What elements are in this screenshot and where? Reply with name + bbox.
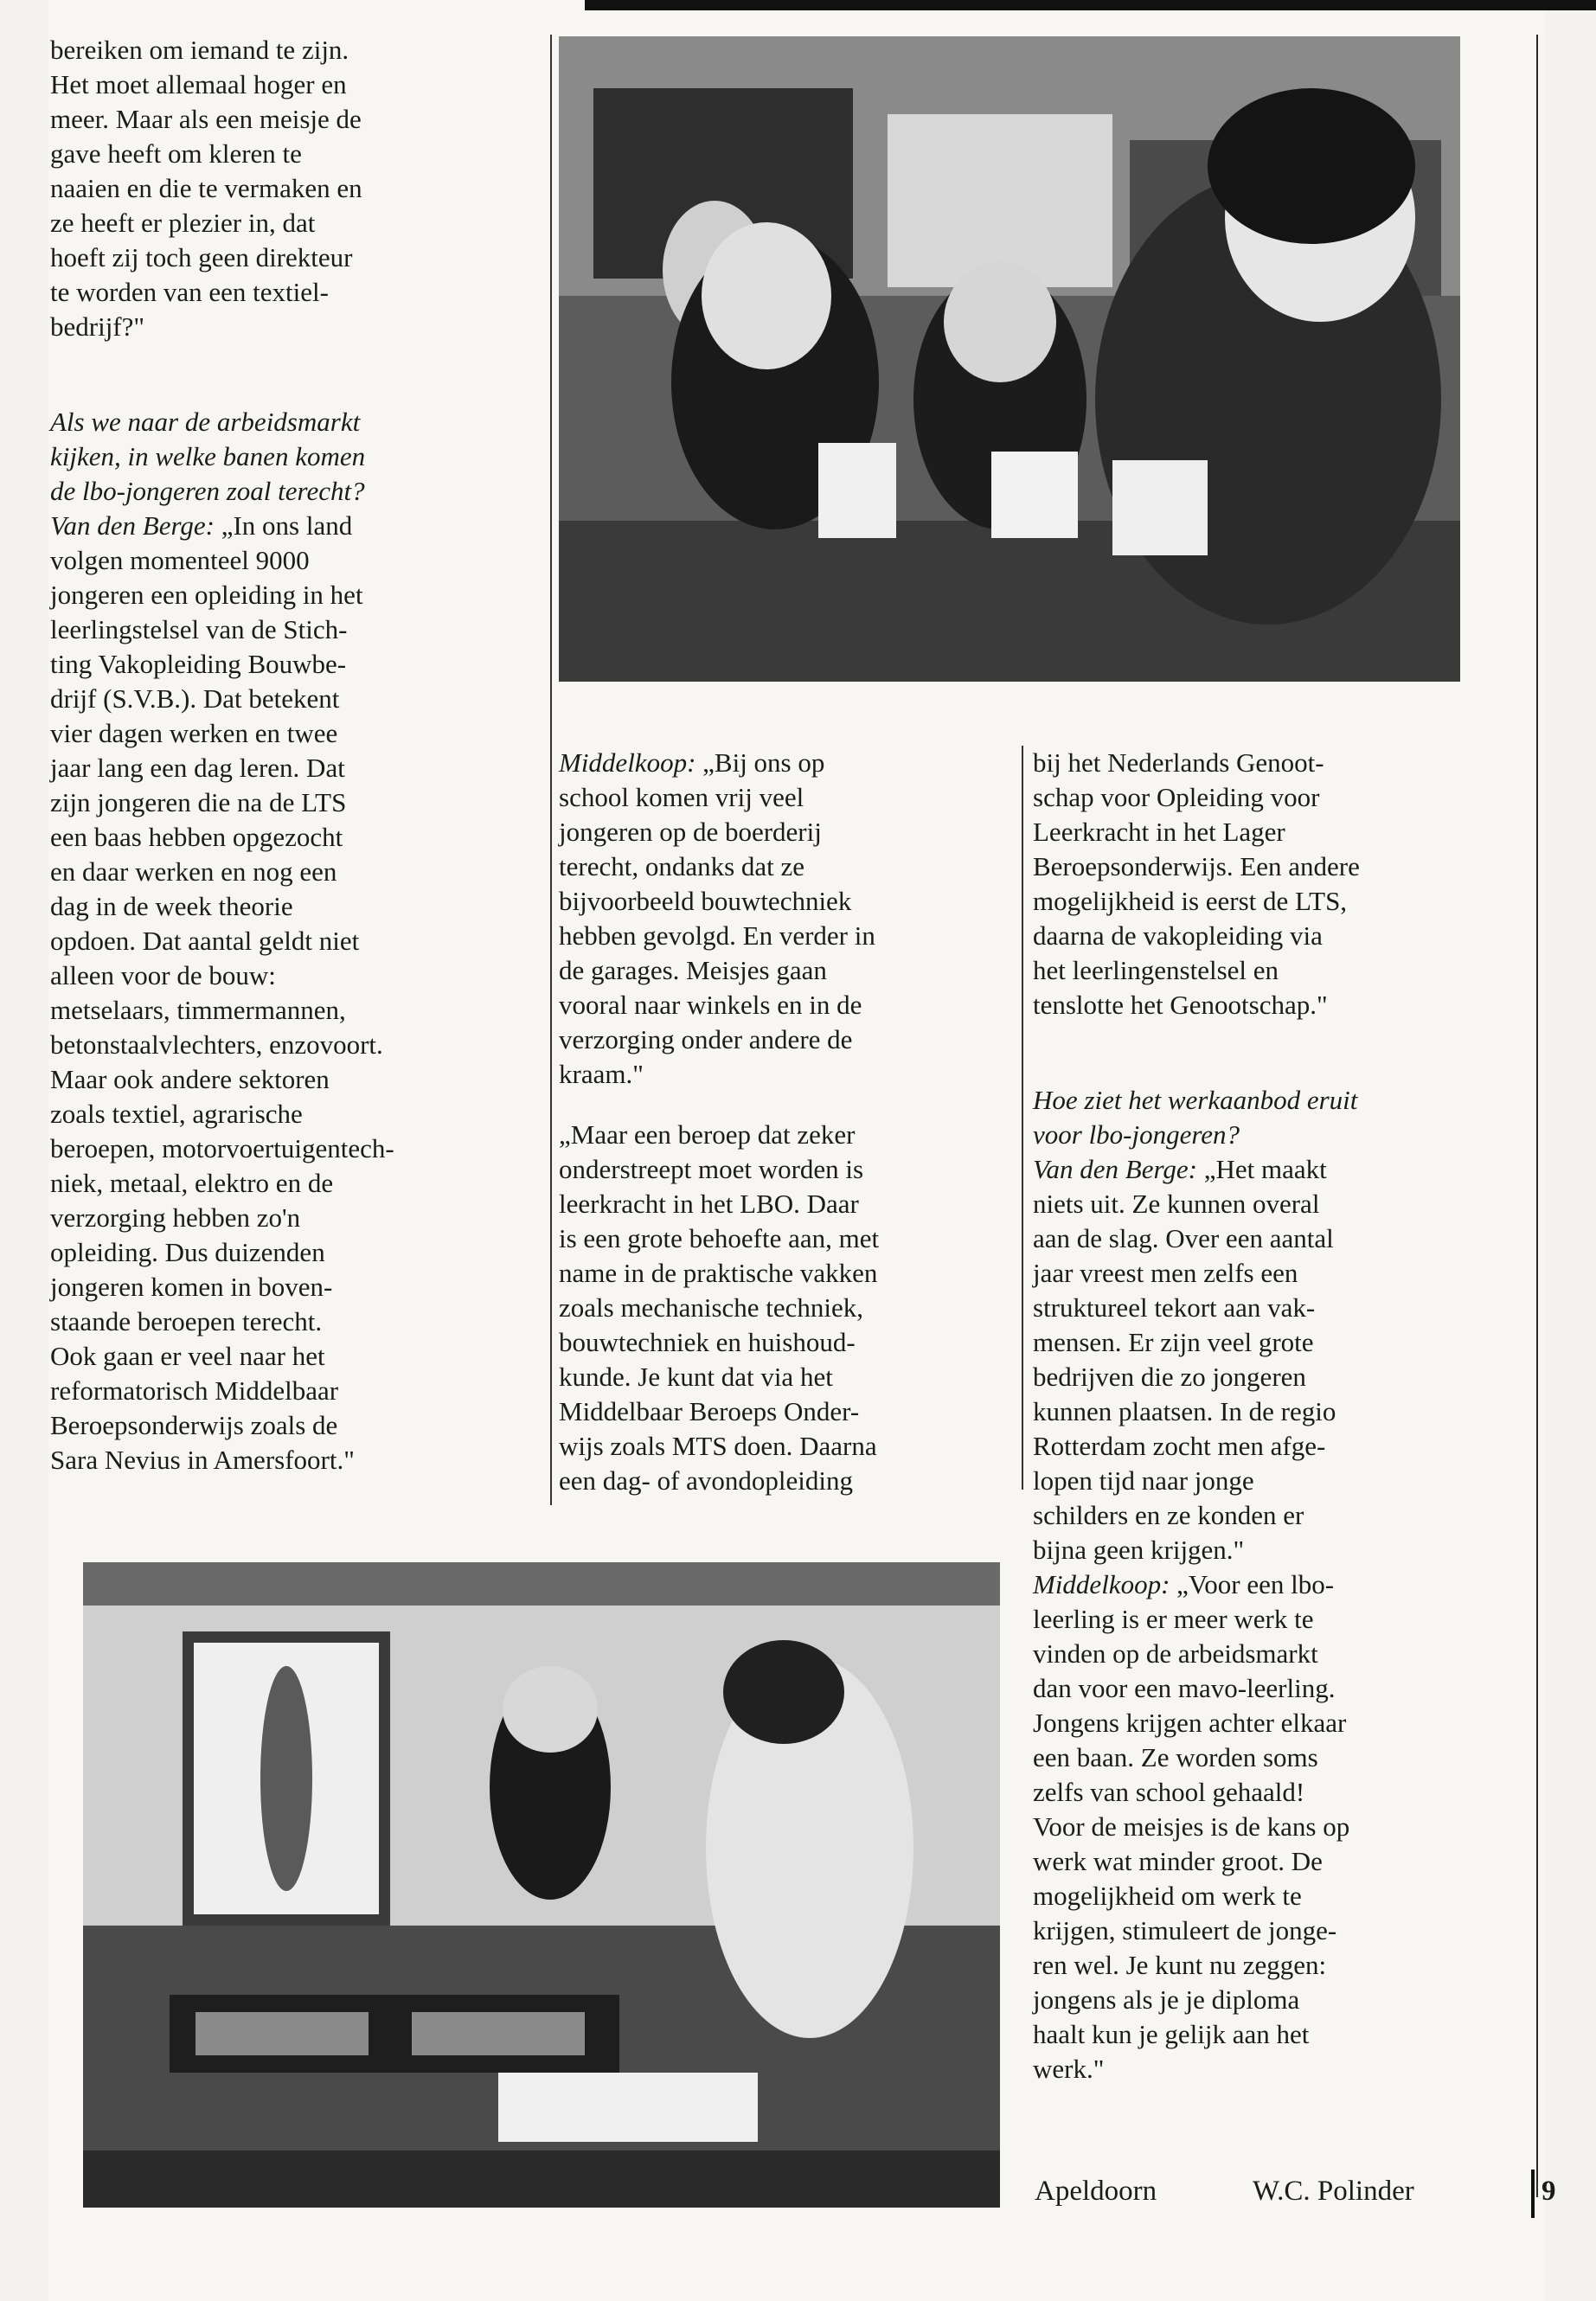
middle-paragraph-1 [559,746,1009,1092]
middle-paragraph-2: „Maar een beroep dat zeker onderstreept moet worden is leerkracht in het LBO. Daar is een grote behoefte aan, met name in de praktische vakken zoals mechanische techniek, bouwtechniek en huishoud- kunde. Je kunt dat via het Middelbaar Beroeps Onder- wijs zoals MTS doen. Daarna een dag- of avondopleiding [559,1119,880,1496]
speaker-van-den-berge: Van den Berge: [50,510,215,541]
question-work-supply: Hoe ziet het werkaanbod eruit voor lbo-jongeren? [1033,1085,1358,1150]
page-number-rule [1531,2170,1535,2218]
left-qa-block [50,405,535,1477]
left-intro-paragraph: bereiken om iemand te zijn. Het moet allemaal hoger en meer. Maar als een meisje de gave heeft om kleren te naaien en die te vermaken en ze heeft er plezier in, dat hoeft zij toch geen direkteur te worden van een textiel- bedrijf?" [50,35,362,342]
magazine-page [48,0,1556,2301]
top-border [585,0,1596,10]
photo-kitchen-image [83,1562,1000,2208]
answer-van-den-berge: „In ons land volgen momenteel 9000 jongeren een opleiding in het leerlingstelsel van de Stich- ting Vakopleiding Bouwbe- drijf (S.V.B.). Dat betekent vier dagen werken en twee jaar lang een dag leren. Dat zijn jongeren die na de LTS een baas hebben opgezocht en daar werken en nog een dag in de week theorie opdoen. Dat aantal geldt niet alleen voor de bouw: metselaars, timmermannen, betonstaalvlechters, enzovoort. Maar ook andere sektoren zoals textiel, agrarische beroepen, motorvoertuigentech- niek, metaal, elektro en de verzorging hebben zo'n opleiding. Dus duizenden jongeren komen in boven- staande beroepen terecht. Ook gaan er veel naar het reformatorisch Middelbaar Beroepsonderwijs zoals de Sara Nevius in Amersfoort." [50,510,394,1475]
footer-location: Apeldoorn [1035,2176,1157,2207]
middle-column [559,746,1009,1498]
page-number: 9 [1542,2176,1556,2207]
answer-middelkoop: „Bij ons op school komen vrij veel jongeren op de boerderij terecht, ondanks dat ze bijvoorbeeld bouwtechniek hebben gevolgd. En verder in de garages. Meisjes gaan vooral naar winkels en in de verzorging onder andere de kraam." [559,747,875,1089]
question-labor-market: Als we naar de arbeidsmarkt kijken, in welke banen komen de lbo-jongeren zoal terecht? [50,407,366,506]
left-column [50,33,535,1477]
answer-middelkoop-2: „Voor een lbo- leerling is er meer werk te vinden op de arbeidsmarkt dan voor een mavo-leerling. Jongens krijgen achter elkaar een baan. Ze worden soms zelfs van school gehaald! Voor de meisjes is de kans op werk wat minder groot. De mogelijkheid om werk te krijgen, stimuleert de jonge- ren wel. Je kunt nu zeggen: jongens als je je diploma haalt kun je gelijk aan het werk." [1033,1569,1350,2084]
column-divider-right [1022,746,1023,1490]
speaker-middelkoop: Middelkoop: [559,747,696,778]
footer-author: W.C. Polinder [1253,2176,1414,2207]
right-qa-block [1033,1083,1517,2086]
right-column [1033,746,1517,2086]
right-paragraph-1: bij het Nederlands Genoot- schap voor Opleiding voor Leerkracht in het Lager Beroepsonderwijs. Een andere mogelijkheid is eerst de LTS, daarna de vakopleiding via het leerlingenstelsel en tenslotte het Genootschap." [1033,747,1360,1020]
right-margin-rule [1536,35,1538,2197]
speaker-middelkoop-2: Middelkoop: [1033,1569,1170,1599]
column-divider-left [550,35,552,1505]
answer-van-den-berge-2: „Het maakt niets uit. Ze kunnen overal aan de slag. Over een aantal jaar vreest men zelfs een struktureel tekort aan vak- mensen. Er zijn veel grote bedrijven die zo jongeren kunnen plaatsen. In de regio Rotterdam zocht men afge- lopen tijd naar jonge schilders en ze konden er bijna geen krijgen." [1033,1154,1336,1565]
photo-students-image [559,36,1460,682]
speaker-van-den-berge-2: Van den Berge: [1033,1154,1197,1184]
photo-students-model-trucks [559,36,1460,682]
photo-kitchen-class [83,1562,1000,2208]
